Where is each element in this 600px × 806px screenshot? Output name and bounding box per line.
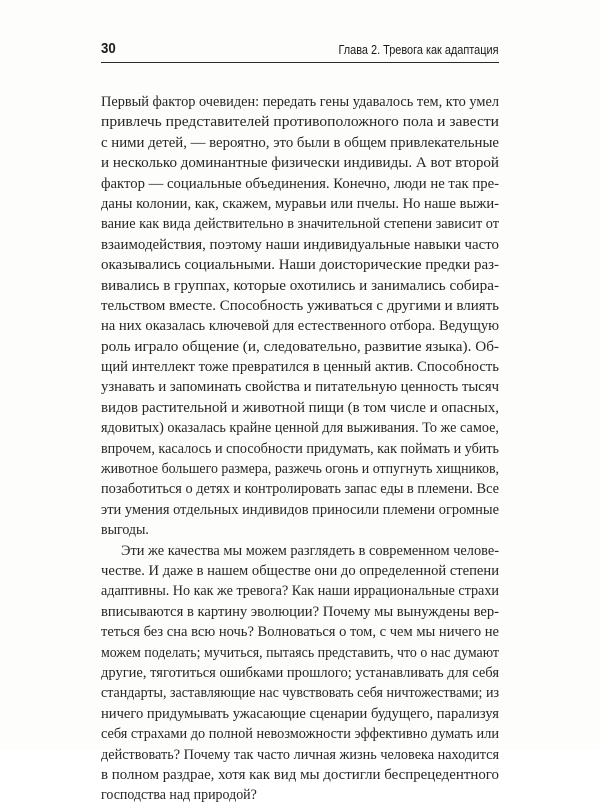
text-line-content: теться без сна всю ночь? Волноваться о том, с чем мы ничего не xyxy=(101,624,499,641)
text-line xyxy=(101,479,499,499)
text-line-content: фактор — социальные объединения. Конечно, люди не так пре- xyxy=(101,175,499,192)
text-line-content: роль играло общение (и, следовательно, развитие языка). Об- xyxy=(101,338,499,355)
paragraph xyxy=(101,92,499,541)
text-line xyxy=(101,745,499,765)
text-line-content: щий интеллект тоже превратился в ценный актив. Способность xyxy=(101,359,499,376)
text-line xyxy=(101,704,499,724)
text-line-content: себя страхами до полной невозможности эффективно думать или xyxy=(101,726,499,743)
text-line xyxy=(101,541,499,561)
text-line-content: узнавать и запоминать свойства и питательную ценность тысяч xyxy=(101,379,499,396)
text-line xyxy=(101,357,499,377)
text-line-content: даны колонии, как, скажем, муравьи или пчелы. Но наше выжи- xyxy=(101,195,499,212)
text-line-content: господства над природой? xyxy=(101,787,257,804)
text-line-content: честве. И даже в нашем обществе они до определенной степени xyxy=(101,562,499,579)
text-line xyxy=(101,643,499,663)
text-line xyxy=(101,377,499,397)
text-line xyxy=(101,296,499,316)
text-line-content: оказывались социальными. Наши доисторические предки раз- xyxy=(101,257,499,274)
text-line xyxy=(101,765,499,785)
text-line xyxy=(101,337,499,357)
text-line xyxy=(101,112,499,132)
paragraph xyxy=(101,541,499,806)
chapter-title: Глава 2. Тревога как адаптация xyxy=(338,42,499,57)
text-line-content: тельством вместе. Способность уживаться с другими и влиять xyxy=(101,297,499,314)
text-line xyxy=(101,724,499,744)
text-line-content: эти умения отдельных индивидов приносили племени огромные xyxy=(101,501,499,518)
page-number: 30 xyxy=(101,40,116,57)
text-line xyxy=(101,418,499,438)
text-line-content: выгоды. xyxy=(101,522,149,539)
text-line xyxy=(101,785,499,805)
text-line xyxy=(101,92,499,112)
text-line-content: вписываются в картину эволюции? Почему мы вынуждены вер- xyxy=(101,603,499,620)
running-header xyxy=(101,40,499,63)
text-line xyxy=(101,439,499,459)
text-line-content: Эти же качества мы можем разглядеть в современном челове- xyxy=(121,542,499,559)
text-line-content: и несколько доминантные физически индивиды. А вот второй xyxy=(101,155,499,172)
body-text xyxy=(101,92,499,806)
text-line xyxy=(101,174,499,194)
text-line-content: позаботиться о детях и контролировать запас еды в племени. Все xyxy=(101,481,499,498)
text-line-content: ядовитых) оказалась крайне ценной для выживания. То же самое, xyxy=(101,420,499,437)
text-line-content: впрочем, касалось и способности придумать, как поймать и убить xyxy=(101,440,499,457)
text-line xyxy=(101,561,499,581)
text-line-content: животное большего размера, разжечь огонь и отпугнуть хищников, xyxy=(101,461,499,478)
text-line xyxy=(101,276,499,296)
text-line xyxy=(101,214,499,234)
text-line-content: действовать? Почему так часто личная жизнь человека находится xyxy=(101,746,499,763)
text-line-content: привлечь представителей противоположного пола и завести xyxy=(101,114,499,131)
text-line xyxy=(101,153,499,173)
text-line-content: видов растительной и животной пищи (в том числе и опасных, xyxy=(101,399,499,416)
text-line-content: взаимодействия, поэтому наши индивидуальные навыки часто xyxy=(101,236,499,253)
text-line xyxy=(101,235,499,255)
text-line-content: в полном раздрае, хотя как вид мы достигли беспрецедентного xyxy=(101,766,499,783)
text-line-content: вивались в группах, которые охотились и занимались собира- xyxy=(101,277,499,294)
text-line xyxy=(101,459,499,479)
text-line xyxy=(101,398,499,418)
text-line xyxy=(101,194,499,214)
text-line xyxy=(101,663,499,683)
text-line xyxy=(101,255,499,275)
text-line xyxy=(101,683,499,703)
text-line-content: Первый фактор очевиден: передать гены удавалось тем, кто умел xyxy=(101,94,499,110)
text-line-content: с ними детей, — вероятно, это были в общем привлекательные xyxy=(101,134,499,151)
text-line xyxy=(101,520,499,540)
text-line xyxy=(101,602,499,622)
text-line xyxy=(101,500,499,520)
text-line xyxy=(101,581,499,601)
text-line-content: вание как вида действительно в значительной степени зависит от xyxy=(101,216,499,233)
text-line-content: адаптивны. Но как же тревога? Как наши иррациональные страхи xyxy=(101,583,499,600)
text-line-content: стандарты, заставляющие нас чувствовать себя ничтожествами; из xyxy=(101,685,499,702)
text-line xyxy=(101,622,499,642)
text-line xyxy=(101,133,499,153)
text-line xyxy=(101,316,499,336)
text-line-content: можем поделать; мучиться, пытаясь представить, что о нас думают xyxy=(101,644,499,661)
text-line-content: на них оказалась ключевой для естественного отбора. Ведущую xyxy=(101,318,499,335)
text-line-content: другие, тяготиться ошибками прошлого; устанавливать для себя xyxy=(101,664,499,681)
text-line-content: ничего придумывать ужасающие сценарии будущего, парализуя xyxy=(101,705,499,722)
